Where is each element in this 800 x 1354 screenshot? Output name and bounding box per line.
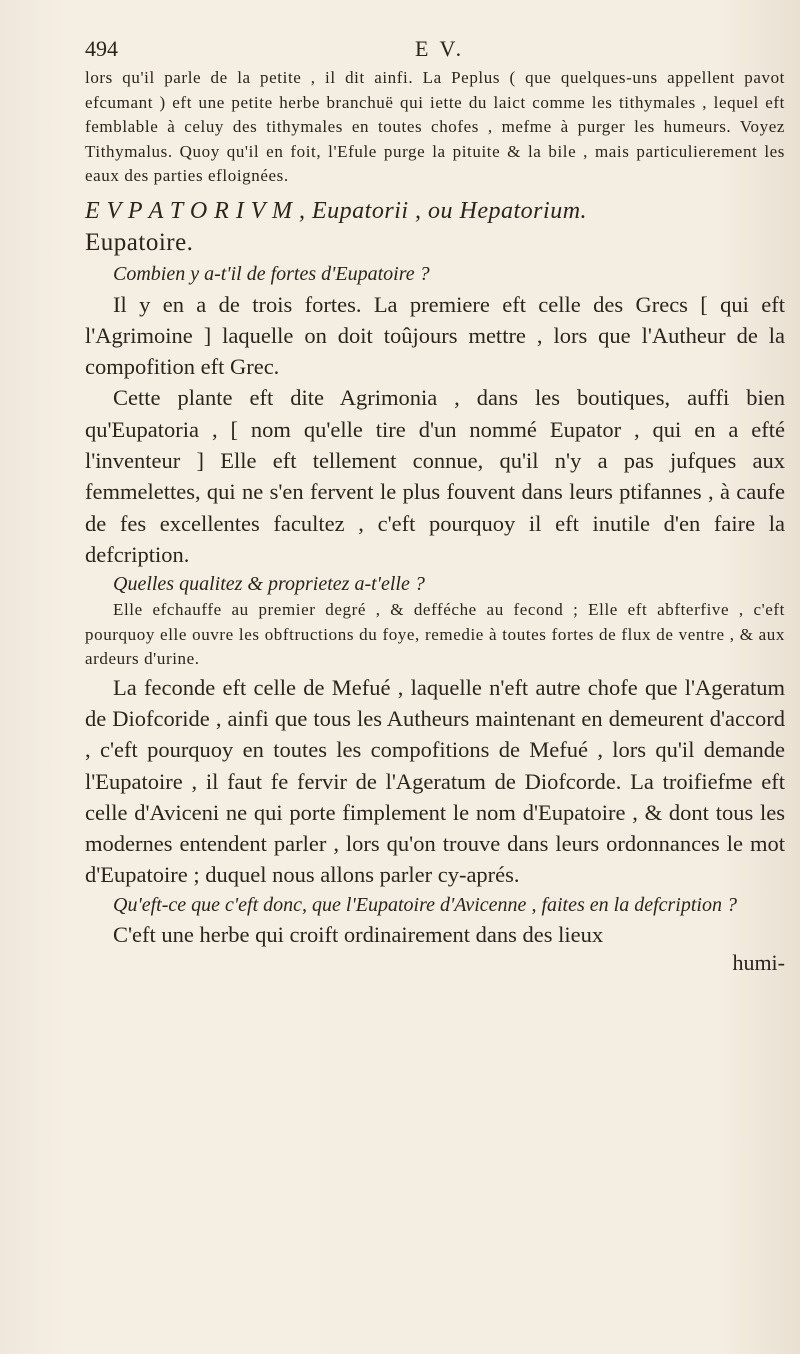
question-qualities: Quelles qualitez & proprietez a-t'elle ? (113, 573, 425, 596)
paragraph-three-kinds: Il y en a de trois fortes. La premiere eft celle des Grecs [ qui eft l'Agrimoine ] laquelle on doit toûjours mettre , lors que l'Autheur de la compofition eft Grec. (85, 291, 785, 380)
entry-heading-french: Eupatoire. (85, 228, 194, 256)
paragraph-qualities: Elle efchauffe au premier degré , & defféche au fecond ; Elle eft abfterfive , c'eft pourquoy elle ouvre les obftructions du foye, remedie à toutes fortes de flux de ventre , & aux ardeurs d'urine. (85, 600, 785, 669)
text-block (85, 36, 785, 976)
paragraph-mesue: La feconde eft celle de Mefué , laquelle n'eft autre chofe que l'Ageratum de Diofcoride , ainfi que tous les Autheurs maintenant en demeurent d'accord , c'eft pourquoy en toutes les compofitions de Mefué , lors qu'il demande l'Eupatoire , il faut fe fervir de l'Ageratum de Diofcorde. La troifiefme eft celle d'Aviceni ne qui porte fimplement le nom d'Eupatoire , & dont tous les modernes entendent parler , lors qu'on trouve dans leurs ordonnances le mot d'Eupatoire ; duquel nous allons parler cy-aprés. (85, 674, 785, 888)
entry-heading: E V P A T O R I V M , Eupatorii , ou Hepatorium. (85, 197, 588, 224)
paragraph-agrimonia: Cette plante eft dite Agrimonia , dans les boutiques, auffi bien qu'Eupatoria , [ nom qu'elle tire d'un nommé Eupator , qui en a efté l'inventeur ] Elle eft tellement connue, qu'il n'y a pas jufques aux femmelettes, qui ne s'en fervent le plus fouvent dans leurs ptifannes , à caufe de fes excellentes facultez , c'eft pourquoy il eft inutile d'en faire la defcription. (85, 385, 785, 567)
page-header (85, 36, 785, 66)
question-avicenna: Qu'eft-ce que c'eft donc, que l'Eupatoire d'Avicenne , faites en la defcription ? (113, 893, 737, 916)
page-number: 494 (85, 36, 118, 61)
catchword: humi- (732, 950, 785, 976)
paragraph-peplus: lors qu'il parle de la petite , il dit ainfi. La Peplus ( que quelques-uns appellent pavot efcumant ) eft une petite herbe branchuë qui iette du laict comme les tithymales , lequel eft femblable à celuy des tithymales en toutes chofes , mefme à purger les humeurs. Voyez Tithymalus. Quoy qu'il en foit, l'Efule purge la pituite & la bile , mais particulierement les eaux des parties efloignées. (85, 68, 785, 185)
paragraph-description: C'eft une herbe qui croift ordinairement dans des lieux (113, 921, 604, 947)
running-title: E V. (415, 36, 465, 61)
question-kinds: Combien y a-t'il de fortes d'Eupatoire ? (113, 262, 430, 285)
